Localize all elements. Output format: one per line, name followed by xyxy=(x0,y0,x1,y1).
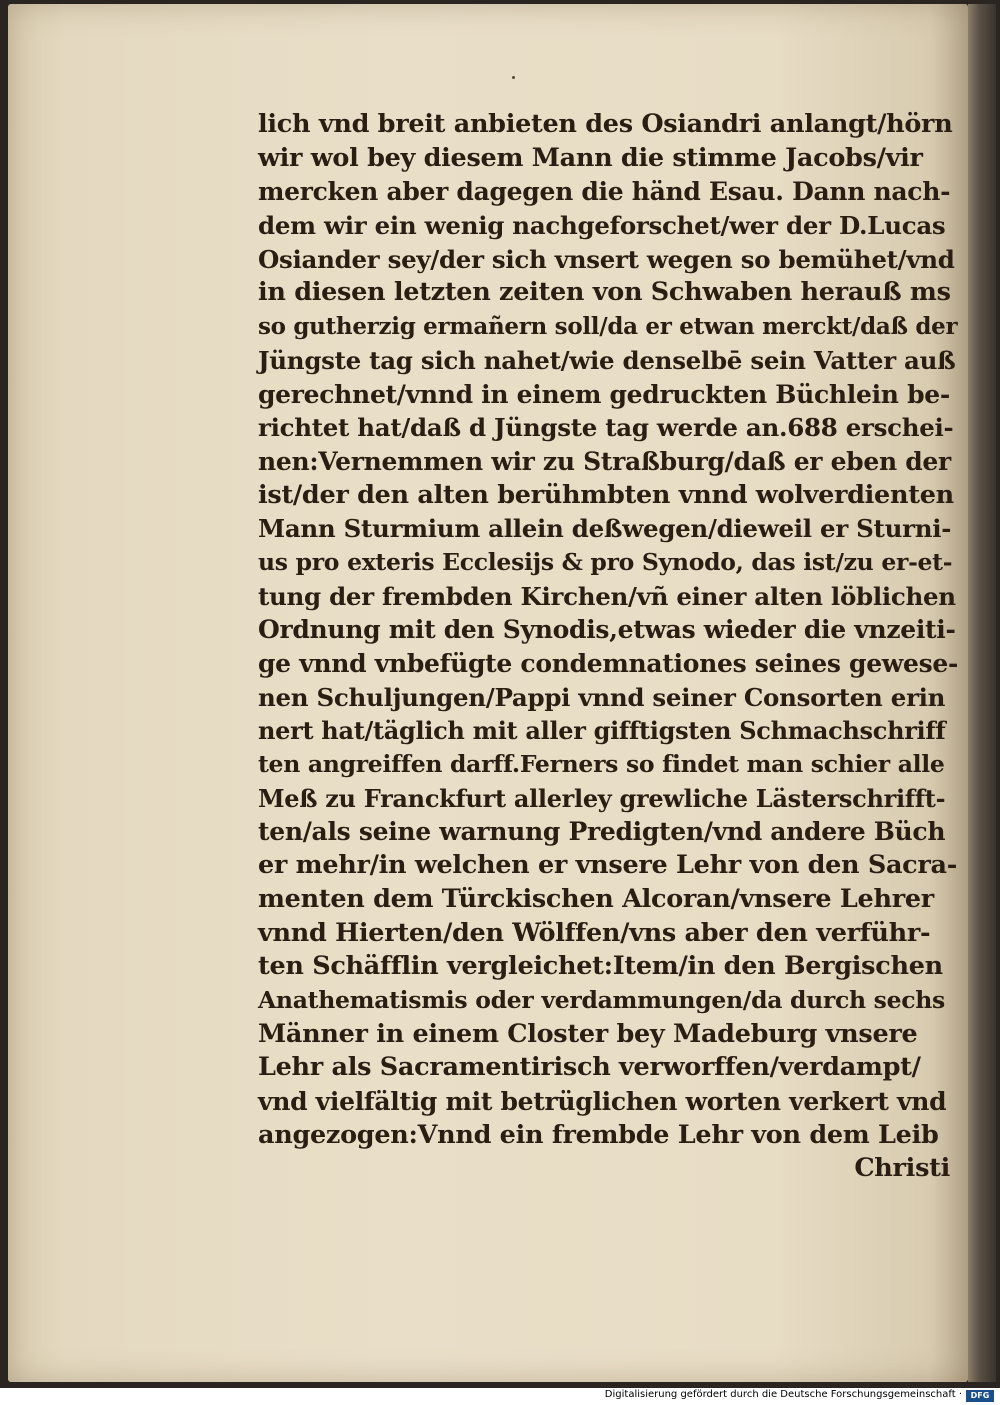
text-line: Meß zu Franckfurt allerley grewliche Lästerschrifft- xyxy=(258,783,946,813)
page-text-block xyxy=(258,108,958,1186)
text-line: Ordnung mit den Synodis,etwas wieder die vnzeiti- xyxy=(258,615,956,645)
text-line: ten angreiffen darff.Ferners so findet man schier alle xyxy=(258,750,945,779)
text-line: lich vnd breit anbieten des Osiandri anlangt/hörn xyxy=(258,109,953,139)
text-line: angezogen:Vnnd ein frembde Lehr von dem Leib xyxy=(258,1119,939,1150)
text-line: vnnd Hierten/den Wölffen/vns aber den verführ- xyxy=(258,917,931,948)
text-line: Männer in einem Closter bey Madeburg vnsere xyxy=(258,1018,918,1049)
text-line: ge vnnd vnbefügte condemnationes seines gewese- xyxy=(258,649,959,678)
text-line: dem wir ein wenig nachgeforschet/wer der D.Lucas xyxy=(258,211,946,241)
text-line: gerechnet/vnnd in einem gedruckten Büchlein be- xyxy=(258,379,950,409)
text-line: Lehr als Sacramentirisch verworffen/verdampt/ xyxy=(258,1052,921,1083)
text-line: nert hat/täglich mit aller gifftigsten Schmachschriff xyxy=(258,716,946,746)
text-line: Jüngste tag sich nahet/wie denselbē sein Vatter auß xyxy=(258,345,956,375)
dfg-logo: DFG xyxy=(966,1390,994,1402)
text-line: richtet hat/daß d Jüngste tag werde an.688 erschei- xyxy=(258,413,954,443)
text-line: so gutherzig ermañern soll/da er etwan merckt/daß der xyxy=(258,313,958,341)
text-line: ist/der den alten berühmbten vnnd wolverdienten xyxy=(258,479,954,510)
footer-bar xyxy=(0,1388,1000,1405)
text-line: mercken aber dagegen die händ Esau. Dann nach- xyxy=(258,177,951,207)
text-line: Anathematismis oder verdammungen/da durch sechs xyxy=(258,985,945,1014)
catchword: Christi xyxy=(854,1153,950,1184)
funding-credit: Digitalisierung gefördert durch die Deutsche Forschungsgemeinschaft · xyxy=(604,1389,962,1400)
text-line: nen:Vernemmen wir zu Straßburg/daß er eben der xyxy=(258,446,951,476)
text-line: nen Schuljungen/Pappi vnnd seiner Consorten erin xyxy=(258,682,946,712)
ink-speck xyxy=(512,76,515,79)
text-line: Osiander sey/der sich vnsert wegen so bemühet/vnd xyxy=(258,244,955,274)
text-line: tung der frembden Kirchen/vñ einer alten löblichen xyxy=(258,581,956,611)
text-line: menten dem Türckischen Alcoran/vnsere Lehrer xyxy=(258,883,934,914)
text-line: Mann Sturmium allein deßwegen/dieweil er Sturni- xyxy=(258,514,952,544)
text-line: vnd vielfältig mit betrüglichen worten verkert vnd xyxy=(258,1086,947,1116)
page-edge-shadow xyxy=(968,4,996,1382)
text-line: er mehr/in welchen er vnsere Lehr von den Sacra- xyxy=(258,850,958,881)
text-line: us pro exteris Ecclesijs & pro Synodo, das ist/zu er-et- xyxy=(258,547,953,576)
text-line: ten/als seine warnung Predigten/vnd andere Büch xyxy=(258,817,946,847)
text-line: ten Schäfflin vergleichet:Item/in den Bergischen xyxy=(258,951,943,982)
text-line: in diesen letzten zeiten von Schwaben herauß ms xyxy=(258,277,951,308)
text-line: wir wol bey diesem Mann die stimme Jacobs/vir xyxy=(258,142,923,173)
